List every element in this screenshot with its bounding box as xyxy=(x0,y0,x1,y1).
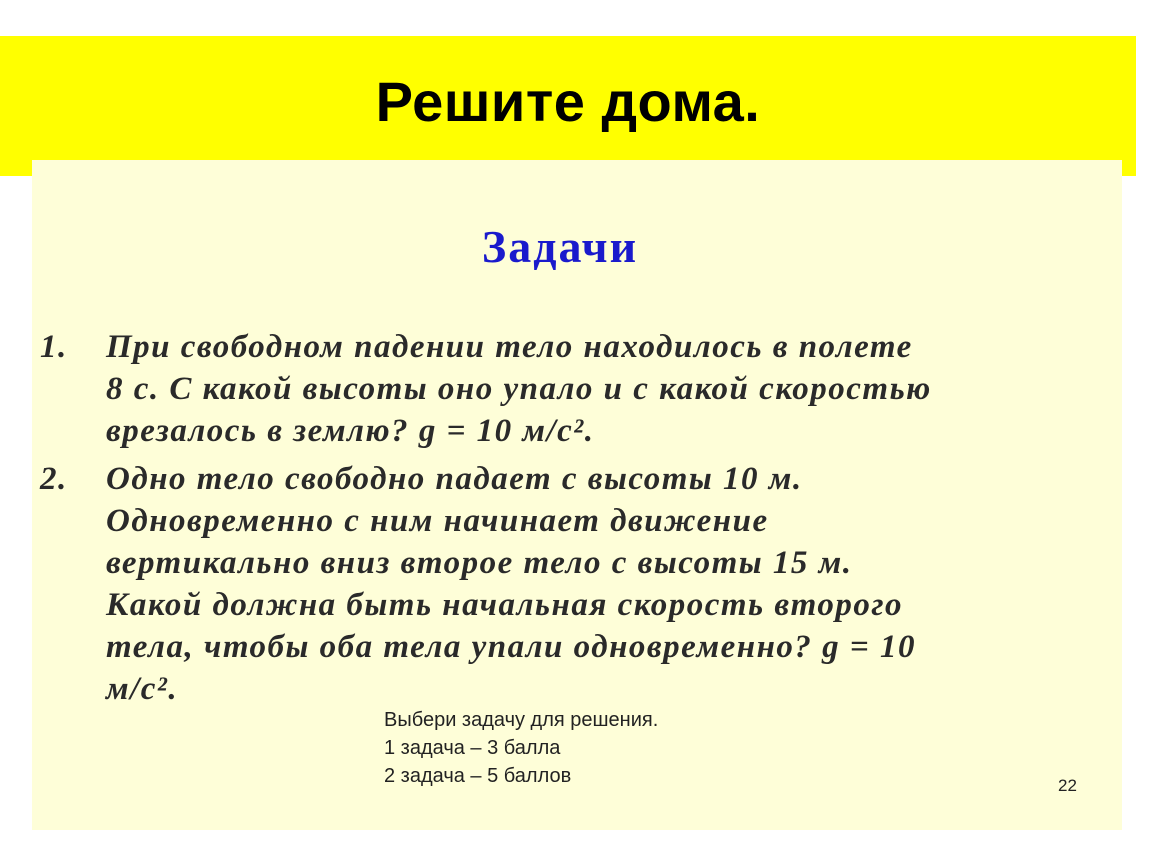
note-line: 2 задача – 5 баллов xyxy=(384,765,572,787)
task-line: Одно тело свободно падает с высоты 10 м. xyxy=(106,461,803,497)
task-number: 1. xyxy=(40,329,68,365)
task-line: м/с². xyxy=(106,671,179,707)
task-text xyxy=(106,326,1150,452)
note-line: Выбери задачу для решения. xyxy=(384,709,659,731)
task-text xyxy=(106,458,1150,710)
task-line: При свободном падении тело находилось в полете xyxy=(106,329,913,365)
task-line: врезалось в землю? g = 10 м/с². xyxy=(106,413,595,449)
task-line: вертикально вниз второе тело с высоты 15 м. xyxy=(106,545,853,581)
task-line: 8 с. С какой высоты оно упало и с какой скоростью xyxy=(106,371,932,407)
page-number: 22 xyxy=(1058,776,1077,795)
page-title: Решите дома. xyxy=(375,70,761,133)
tasks-heading: Задачи xyxy=(481,221,639,272)
task-line: Какой должна быть начальная скорость второго xyxy=(106,587,904,623)
task-line: тела, чтобы оба тела упали одновременно? g = 10 xyxy=(106,629,916,665)
task-number: 2. xyxy=(40,461,68,497)
scoring-note xyxy=(384,706,658,790)
note-line: 1 задача – 3 балла xyxy=(384,737,561,759)
task-line: Одновременно с ним начинает движение xyxy=(106,503,769,539)
